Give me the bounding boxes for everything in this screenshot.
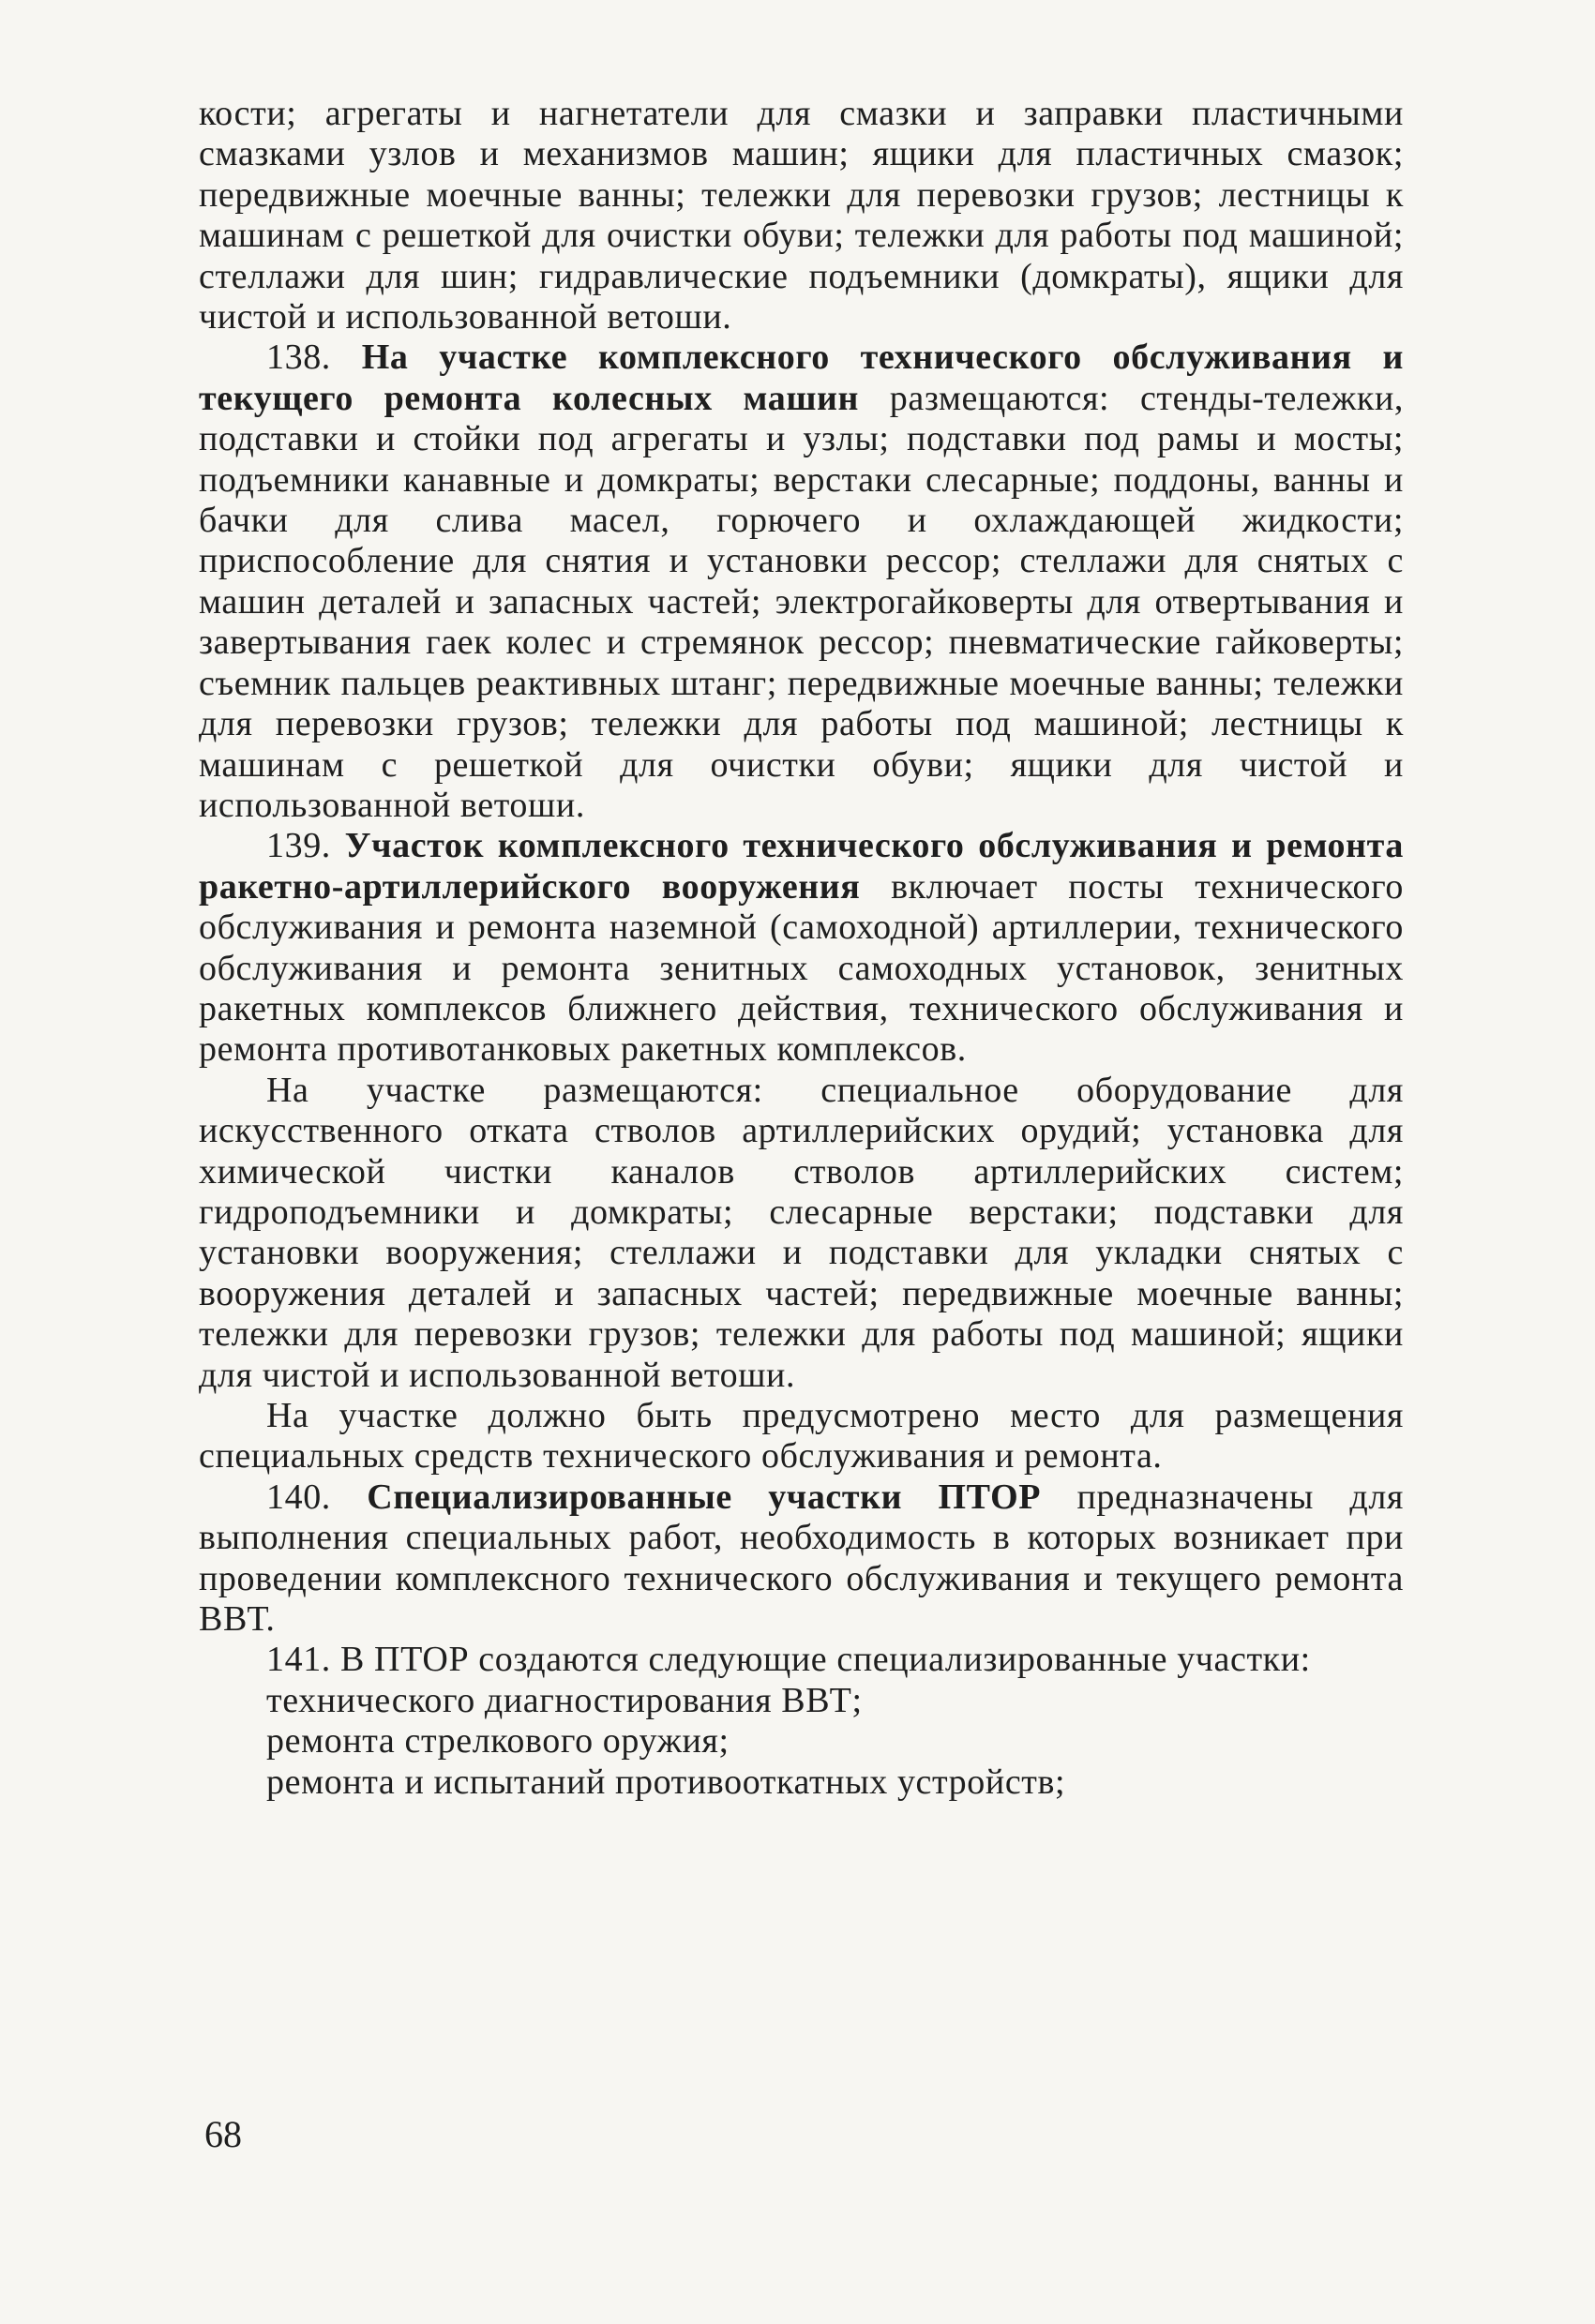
paragraph-body: включает посты технического обслуживания и ремонта наземной (самоходной) артиллерии, технического обслуживания и ремонта зенитных самоходных установок, зенитных ракетных комплексов ближнего действия, технического обслуживания и ремонта противотанковых ракетных комплексов.	[199, 866, 1404, 1070]
paragraph-number: 140.	[266, 1477, 331, 1517]
page-text	[199, 94, 1404, 1803]
paragraph-body: размещаются: стенды-тележки, подставки и стойки под агрегаты и узлы; подставки под рамы и мосты; подъемники канавные и домкраты; верстаки слесарные; поддоны, ванны и бачки для слива масел, горючего и охлаждающей жидкости; приспособление для снятия и установки рессор; стеллажи для снятых с машин деталей и запасных частей; электрогайковерты для отвертывания и завертывания гаек колес и стремянок рессор; пневматические гайковерты; съемник пальцев реактивных штанг; передвижные моечные ванны; тележки для перевозки грузов; тележки для работы под машиной; лестницы к машинам с решеткой для очистки обуви; ящики для чистой и использованной ветоши.	[199, 378, 1404, 825]
paragraph-heading: Специализированные участки ПТОР	[367, 1477, 1042, 1517]
paragraph-140	[199, 1477, 1404, 1641]
paragraph-141: 141. В ПТОР создаются следующие специализированные участки:	[266, 1640, 1311, 1680]
paragraph-body: предназначены для выполнения специальных работ, необходимость в которых возникает при проведении комплексного технического обслуживания и текущего ремонта ВВТ.	[199, 1477, 1404, 1640]
continuation-paragraph: кости; агрегаты и нагнетатели для смазки и заправки пластичными смазками узлов и механизмов машин; ящики для пластичных смазок; передвижные моечные ванны; тележки для перевозки грузов; лестницы к машинам с решеткой для очистки обуви; тележки для работы под машиной; стеллажи для шин; гидравлические подъемники (домкраты), ящики для чистой и использованной ветоши.	[199, 94, 1404, 337]
paragraph-139-equipment: На участке размещаются: специальное оборудование для искусственного отката стволов артиллерийских орудий; установка для химической чистки каналов стволов артиллерийских систем; гидроподъемники и домкраты; слесарные верстаки; подставки для установки вооружения; стеллажи и подставки для укладки снятых с вооружения деталей и запасных частей; передвижные моечные ванны; тележки для перевозки грузов; тележки для работы под машиной; ящики для чистой и использованной ветоши.	[199, 1070, 1404, 1395]
paragraph-139-space: На участке должно быть предусмотрено место для размещения специальных средств технического обслуживания и ремонта.	[199, 1396, 1404, 1477]
page-number: 68	[204, 2113, 242, 2155]
paragraph-heading: На участке комплексного технического обслуживания и текущего ремонта колесных машин	[199, 337, 1405, 418]
paragraph-number: 139.	[266, 826, 331, 866]
list-item: технического диагностирования ВВТ;	[266, 1680, 863, 1720]
paragraph-heading: Участок комплексного технического обслуживания и ремонта ракетно-артиллерийского вооружения	[199, 826, 1404, 907]
paragraph-number: 138.	[266, 337, 331, 378]
list-item: ремонта стрелкового оружия;	[266, 1721, 730, 1762]
list-item: ремонта и испытаний противооткатных устройств;	[266, 1762, 1066, 1802]
paragraph-139	[199, 826, 1404, 1070]
paragraph-138	[199, 337, 1404, 826]
